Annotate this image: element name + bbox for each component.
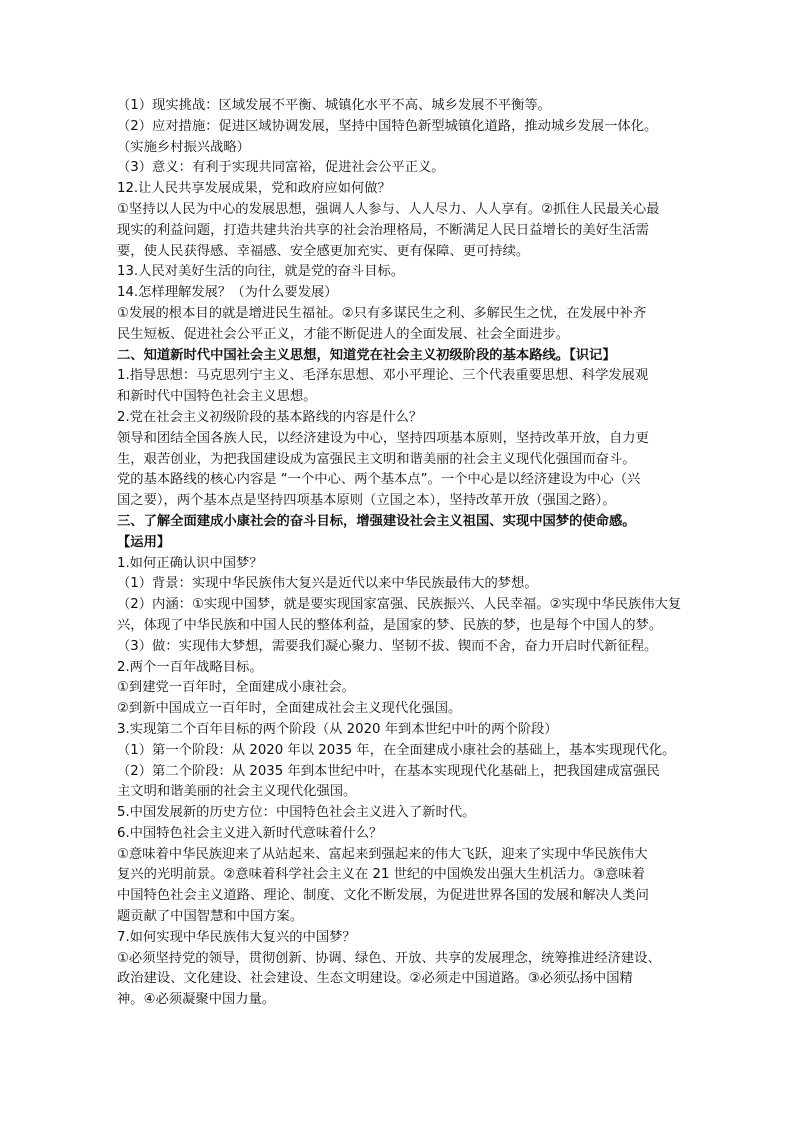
document-body	[117, 96, 682, 1011]
text-line: 生，艰苦创业，为把我国建设成为富强民主文明和谐美丽的社会主义现代化强国而奋斗。	[117, 451, 636, 467]
text-line: 13.人民对美好生活的向往，就是党的奋斗目标。	[117, 264, 405, 280]
text-line: 和新时代中国特色社会主义思想。	[117, 389, 317, 405]
text-line: 党的基本路线的核心内容是 “一个中心、两个基本点”。一个中心是以经济建设为中心（兴	[117, 472, 641, 488]
text-line: （实施乡村振兴战略）	[117, 139, 250, 155]
text-line: 2.两个一百年战略目标。	[117, 659, 263, 675]
text-line: （3）意义：有利于实现共同富裕，促进社会公平正义。	[117, 160, 445, 176]
text-line: （2）内涵：①实现中国梦，就是要实现国家富强、民族振兴、人民幸福。②实现中华民族伟大复	[117, 597, 682, 613]
text-line: 题贡献了中国智慧和中国方案。	[117, 909, 304, 925]
text-line: 14.怎样理解发展？（为什么要发展）	[117, 285, 338, 301]
section-heading: 【运用】	[117, 534, 171, 550]
text-line: 1.指导思想：马克思列宁主义、毛泽东思想、邓小平理论、三个代表重要思想、科学发展观	[117, 368, 649, 384]
text-line: 领导和团结全国各族人民，以经济建设为中心，坚持四项基本原则，坚持改革开放，自力更	[117, 430, 649, 446]
text-line: 7.如何实现中华民族伟大复兴的中国梦？	[117, 929, 356, 945]
text-line: ①到建党一百年时，全面建成小康社会。	[117, 680, 355, 696]
text-line: 主文明和谐美丽的社会主义现代化强国。	[117, 784, 357, 800]
text-line: （1）现实挑战：区域发展不平衡、城镇化水平不高、城乡发展不平衡等。	[117, 98, 551, 113]
text-line: 2.党在社会主义初级阶段的基本路线的内容是什么？	[117, 409, 423, 425]
text-line: 中国特色社会主义道路、理论、制度、文化不断发展，为促进世界各国的发展和解决人类问	[117, 888, 649, 904]
text-line: （2）应对措施：促进区域协调发展，坚持中国特色新型城镇化道路，推动城乡发展一体化。	[117, 118, 658, 134]
text-line: （1）第一个阶段：从 2020 年以 2035 年，在全面建成小康社会的基础上，基本实现现代化。	[117, 742, 676, 758]
section-heading: 二、知道新时代中国社会主义思想，知道党在社会主义初级阶段的基本路线。【识记】	[117, 347, 616, 363]
text-line: （3）做：实现伟大梦想，需要我们凝心聚力、坚韧不拔、锲而不舍，奋力开启时代新征程。	[117, 638, 658, 654]
text-line: 1.如何正确认识中国梦？	[117, 555, 263, 571]
text-line: 复兴的光明前景。②意味着科学社会主义在 21 世纪的中国焕发出强大生机活力。③意味着	[117, 867, 645, 883]
text-line: 兴，体现了中华民族和中国人民的整体利益，是国家的梦、民族的梦，也是每个中国人的梦。	[117, 617, 663, 633]
text-line: 现实的利益问题，打造共建共治共享的社会治理格局，不断满足人民日益增长的美好生活需	[117, 222, 649, 238]
text-line: ①发展的根本目的就是增进民生福祉。②只有多谋民生之利、多解民生之忧，在发展中补齐	[117, 305, 647, 321]
text-line: ①必须坚持党的领导，贯彻创新、协调、绿色、开放、共享的发展理念，统筹推进经济建设、	[117, 950, 661, 966]
section-heading: 三、了解全面建成小康社会的奋斗目标，增强建设社会主义祖国、实现中国梦的使命感。	[117, 513, 636, 529]
text-line: 3.实现第二个百年目标的两个阶段（从 2020 年到本世纪中叶的两个阶段）	[117, 721, 558, 737]
text-line: 神。④必须凝聚中国力量。	[117, 992, 276, 1008]
text-line: （1）背景：实现中华民族伟大复兴是近代以来中华民族最伟大的梦想。	[117, 576, 538, 592]
text-line: 12.让人民共享发展成果，党和政府应如何做？	[117, 181, 391, 197]
text-line: ①坚持以人民为中心的发展思想，强调人人参与、人人尽力、人人享有。②抓住人民最关心最	[117, 201, 660, 217]
text-line: （2）第二个阶段：从 2035 年到本世纪中叶，在基本实现现代化基础上，把我国建成富强民	[117, 763, 660, 779]
text-line: 5.中国发展新的历史方位：中国特色社会主义进入了新时代。	[117, 805, 476, 821]
text-line: 要，使人民获得感、幸福感、安全感更加充实、更有保障、更可持续。	[117, 243, 530, 259]
text-line: 政治建设、文化建设、社会建设、生态文明建设。②必须走中国道路。③必须弘扬中国精	[117, 971, 633, 987]
text-line: ①意味着中华民族迎来了从站起来、富起来到强起来的伟大飞跃，迎来了实现中华民族伟大	[117, 846, 648, 862]
text-line: 民生短板、促进社会公平正义，才能不断促进人的全面发展、社会全面进步。	[117, 326, 570, 342]
text-line: ②到新中国成立一百年时，全面建成社会主义现代化强国。	[117, 701, 462, 717]
text-line: 6.中国特色社会主义进入新时代意味着什么？	[117, 825, 383, 841]
text-line: 国之要），两个基本点是坚持四项基本原则（立国之本），坚持改革开放（强国之路）。	[117, 493, 616, 509]
